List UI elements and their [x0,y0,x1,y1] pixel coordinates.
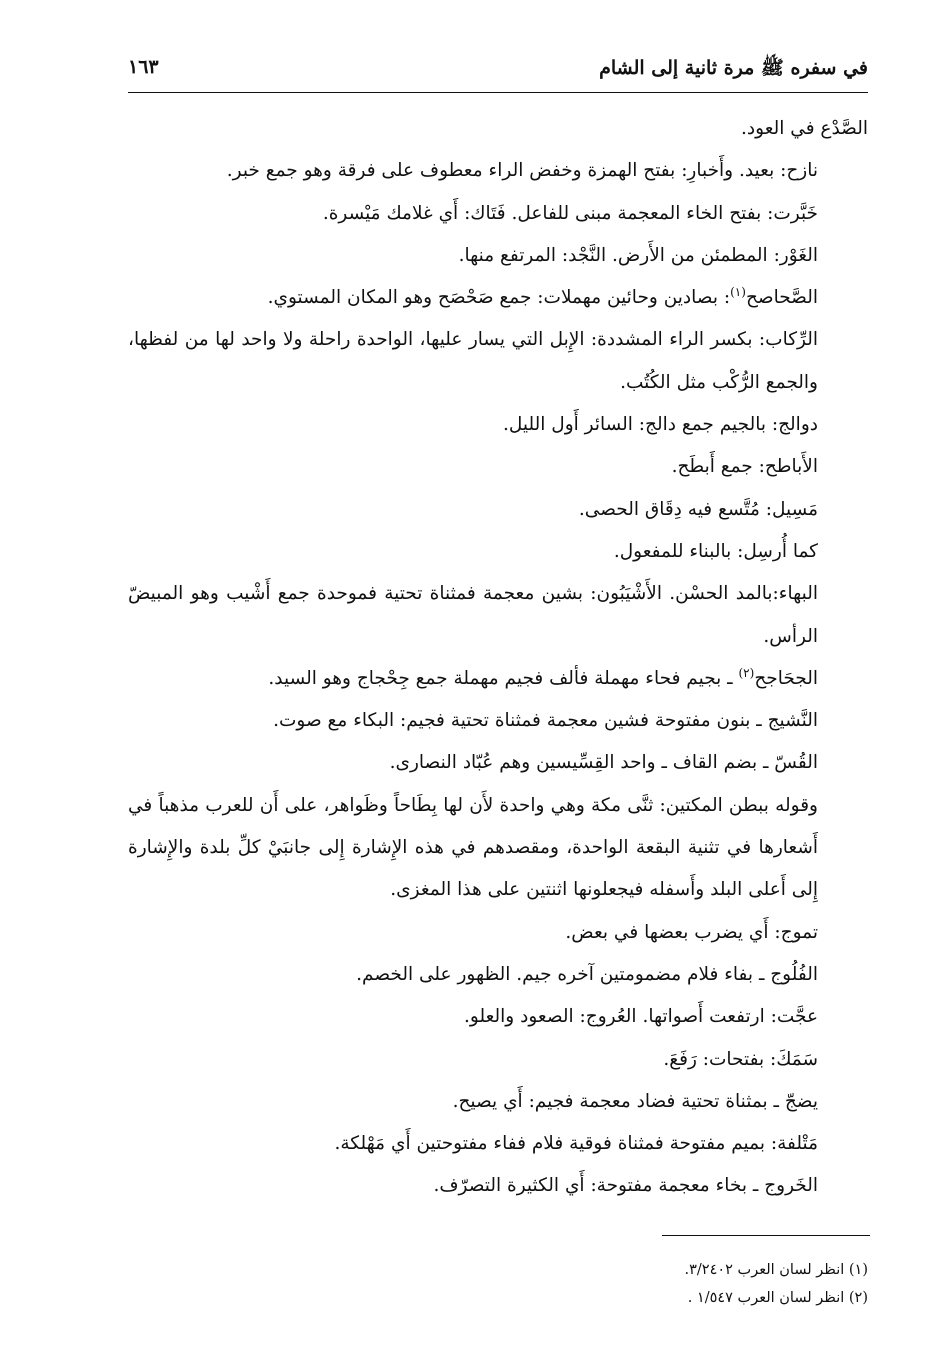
entry-line: يضجّ ـ بمثناة تحتية فضاد معجمة فجيم: أَي يصيح. [452,1090,818,1112]
header-rule [128,92,868,93]
entry-line [128,277,868,319]
entry-line: الغَوْر: المطمئن من الأَرض. النَّجْد: المرتفع منها. [458,244,818,266]
footnote: (١) انظر لسان العرب ٣/٢٤٠٢. [684,1262,868,1278]
entry-line [128,658,868,700]
entry-line: سَمَكَ: بفتحات: رَفَعَ. [663,1048,818,1070]
running-header [128,52,868,86]
footnote-ref: (٢) [738,665,755,680]
footnotes [128,1256,868,1312]
page-body [128,108,868,1208]
entry-line: الرِّكاب: بكسر الراء المشددة: الإِبل التي يسار عليها، الواحدة راحلة ولا واحد لها من لفظها، والجمع الرُّكْب مثل الكُتُب. [128,329,818,393]
entry-line: تموج: أَي يضرب بعضها في بعض. [565,921,818,943]
entry-line: الصَّدْع في العود. [741,118,868,139]
entry-term: الجحَاجح [754,667,818,689]
entry-term: الصَّحاصح [745,287,818,309]
entry-line: الخَروج ـ بخاء معجمة مفتوحة: أَي الكثيرة التصرّف. [433,1175,818,1197]
entry-line: الأَباطح: جمع أَبطَح. [671,456,818,478]
entry-line: مَتْلفة: بميم مفتوحة فمثناة فوقية فلام ففاء مفتوحتين أَي مَهْلكة. [334,1133,818,1155]
entry-text: ـ بجيم فحاء مهملة فألف فجيم مهملة جمع جِحْجاج وهو السيد. [268,667,739,689]
entry-text: : بصادين وحائين مهملات: جمع صَحْصَح وهو المكان المستوي. [267,287,731,309]
entry-line: دوالج: بالجيم جمع دالج: السائر أَول الليل. [503,414,818,436]
footnote-ref: (١) [730,285,746,300]
entry-line: القُسّ ـ بضم القاف ـ واحد القِسِّيسين وهم عُبّاد النصارى. [389,752,818,774]
entry-line: نازح: بعيد. وأَخبارِ: بفتح الهمزة وخفض الراء معطوف على فرقة وهو جمع خبر. [226,160,818,182]
entry-line: خَبَّرت: بفتح الخاء المعجمة مبنى للفاعل. فَتَاك: أَي غلامك مَيْسرة. [322,202,818,224]
footnote: (٢) انظر لسان العرب ١/٥٤٧ . [687,1290,868,1306]
header-title: في سفره ﷺ مرة ثانية إلى الشام [599,57,868,79]
entry-line: وقوله ببطن المكتين: ثنَّى مكة وهي واحدة لأَن لها بِطَاحاً وظَواهر، على أَن للعرب مذهباً في أَشعارها في تثنية البقعة الواحدة، ومقصدهم في هذه الإِشارة إِلى جانبَيْ كلِّ بلدة والإِشارة إِلى أَعلى البلد وأَسفله فيجعلونها اثنتين على هذا المغزى. [128,794,818,901]
entry-line: عجَّت: ارتفعت أَصواتها. العُروج: الصعود والعلو. [464,1006,818,1028]
entry-line: مَسِيل: مُتَّسع فيه دِقَاق الحصى. [578,498,818,520]
page-number: ١٦٣ [128,56,159,78]
entry-line: كما أُرسِل: بالبناء للمفعول. [613,540,818,562]
entry-line: النَّشيج ـ بنون مفتوحة فشين معجمة فمثناة تحتية فجيم: البكاء مع صوت. [273,710,818,732]
footnote-rule [662,1235,870,1236]
entry-line: الفُلُوج ـ بفاء فلام مضمومتين آخره جيم. الظهور على الخصم. [356,963,818,985]
entry-line: البهاء:بالمد الحسْن. الأَشْيَبُون: بشين معجمة فمثناة تحتية فموحدة جمع أَشْيب وهو المبيضّ الرأس. [128,583,818,647]
